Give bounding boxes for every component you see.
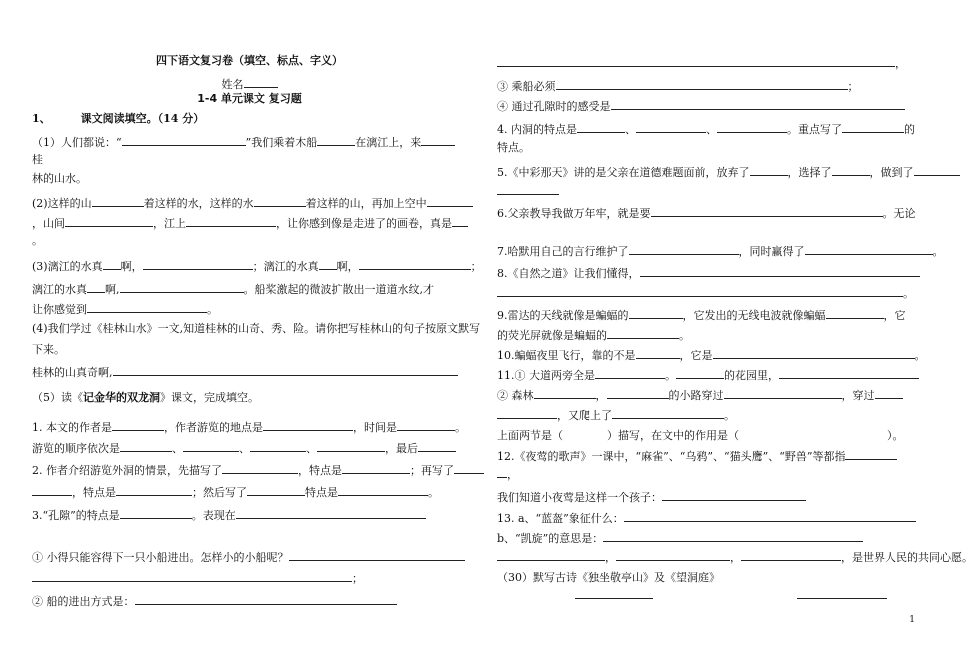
- blank[interactable]: [122, 134, 246, 146]
- right-line-7: 6.父亲教导我做万年牢，就是要 。无论: [497, 207, 916, 220]
- question-7-line-2: ，特点是 ；然后写了 特点是 。: [32, 484, 439, 500]
- blank[interactable]: [845, 448, 897, 460]
- blank[interactable]: [750, 164, 788, 176]
- question-2-line-1: (2)这样的山 着这样的水，这样的水 着这样的山，再加上空中: [32, 195, 473, 211]
- name-line: [32, 76, 467, 92]
- blank[interactable]: [103, 258, 121, 270]
- blank[interactable]: [342, 462, 410, 474]
- blank[interactable]: [263, 419, 353, 431]
- blank[interactable]: [222, 462, 298, 474]
- blank[interactable]: [717, 121, 787, 133]
- question-4-line-2: 下来。: [32, 343, 65, 356]
- right-line-19: ，: [497, 466, 518, 482]
- blank[interactable]: [713, 347, 915, 359]
- question-2-line-3: 。: [32, 234, 43, 247]
- question-3-line-1: (3)漓江的水真 啊， ；漓江的水真 啊， ；: [32, 260, 482, 273]
- blank[interactable]: [616, 549, 730, 561]
- blank[interactable]: [359, 258, 471, 270]
- blank[interactable]: [247, 484, 305, 496]
- blank[interactable]: [317, 440, 385, 452]
- right-line-15: ② 森林 ， 的小路穿过 ，穿过: [497, 387, 903, 403]
- blank[interactable]: [676, 367, 724, 379]
- right-line-13: 10.蝙蝠夜里飞行，靠的不是 ，它是 。: [497, 349, 926, 362]
- blank[interactable]: [236, 507, 426, 519]
- blank[interactable]: [534, 387, 596, 399]
- blank[interactable]: [113, 364, 458, 376]
- right-line-21: 13. a、“蓝盔”象征什么：: [497, 510, 916, 526]
- right-line-5: 5.《中彩那天》讲的是父亲在道德难题面前，放弃了 ，选择了 ，做到了: [497, 164, 960, 180]
- right-line-6: [497, 183, 559, 199]
- section-1-heading: [32, 112, 204, 126]
- right-line-23: ， ， ，是世界人民的共同心愿。: [497, 549, 973, 565]
- page-title: 四下语文复习卷（填空、标点、字义）: [156, 54, 343, 67]
- question-7-line-1: 2. 作者介绍游览外洞的情景，先描写了 ，特点是 ；再写了: [32, 462, 484, 478]
- right-line-2: ④ 通过孔隙时的感受是: [497, 98, 905, 114]
- blank[interactable]: [452, 215, 468, 227]
- right-line-3: 4. 内洞的特点是 、 、 。重点写了 的: [497, 123, 915, 136]
- question-6-line-2: 游览的顺序依次是 、 、 、 ，最后: [32, 440, 456, 456]
- name-blank[interactable]: [244, 76, 278, 88]
- right-line-24: （30）默写古诗《独坐敬亭山》及《望洞庭》: [497, 571, 720, 584]
- blank[interactable]: [120, 440, 172, 452]
- question-4-line-3: 桂林的山真奇啊,: [32, 364, 458, 380]
- question-4-line-1: (4)我们学过《桂林山水》一文,知道桂林的山奇、秀、险。请你把写桂林山的句子按原文默写: [32, 322, 481, 335]
- blank[interactable]: [87, 301, 207, 313]
- blank[interactable]: [418, 440, 456, 452]
- blank[interactable]: [607, 387, 669, 399]
- right-line-22: b、“凯旋”的意思是：: [497, 530, 863, 546]
- blank[interactable]: [497, 466, 507, 478]
- question-3-line-2: 漓江的水真 啊, 。船桨激起的微波扩散出一道道水纹,才: [32, 283, 434, 296]
- right-line-20: 我们知道小夜莺是这样一个孩子：: [497, 489, 806, 505]
- blank[interactable]: [497, 549, 605, 561]
- blank[interactable]: [842, 121, 904, 133]
- blank[interactable]: [497, 183, 559, 195]
- blank[interactable]: [636, 121, 706, 133]
- blank[interactable]: [186, 215, 276, 227]
- poem-title-blank-2[interactable]: [797, 598, 887, 599]
- question-2-line-2: ，山间 ，江上 ，让你感到像是走进了的画卷，真是: [32, 215, 468, 231]
- question-5-heading: （5）读《记金华的双龙洞》课文，完成填空。: [32, 391, 259, 404]
- blank[interactable]: [640, 265, 920, 277]
- page-number: 1: [909, 615, 915, 625]
- blank[interactable]: [624, 510, 916, 522]
- question-3-line-3: 让你感觉到 。: [32, 303, 218, 316]
- blank[interactable]: [556, 78, 848, 90]
- blank[interactable]: [914, 164, 960, 176]
- right-line-11: 9.雷达的天线就像是蝙蝠的 ，它发出的无线电波就像蝙蝠 ，它: [497, 309, 906, 322]
- section-title: 课文阅读填空。（14 分）: [80, 112, 205, 125]
- blank[interactable]: [662, 489, 806, 501]
- right-line-0: ，: [497, 55, 906, 71]
- blank[interactable]: [741, 549, 841, 561]
- blank[interactable]: [832, 164, 870, 176]
- section-number: 1、: [32, 112, 51, 125]
- blank[interactable]: [317, 134, 355, 146]
- blank[interactable]: [603, 530, 863, 542]
- blank[interactable]: [87, 281, 105, 293]
- blank[interactable]: [805, 243, 933, 255]
- blank[interactable]: [289, 549, 465, 561]
- right-line-1: ③ 乘船必须 ；: [497, 80, 859, 93]
- question-1-line-3: 林的山水。: [32, 172, 87, 185]
- blank[interactable]: [92, 195, 144, 207]
- question-1-line-1: （1）人们都说：“ ”我们乘着木船 在漓江上，来: [32, 134, 455, 150]
- question-9-line-1: ① 小得只能容得下一只小船进出。怎样小的小船呢？: [32, 549, 465, 565]
- question-9-line-2: ；: [32, 570, 363, 586]
- blank[interactable]: [135, 593, 397, 605]
- question-1-line-2: 桂: [32, 153, 43, 166]
- blank[interactable]: [116, 484, 192, 496]
- right-line-4: 特点。: [497, 141, 530, 154]
- blank[interactable]: [779, 367, 919, 379]
- blank[interactable]: [651, 205, 883, 217]
- blank[interactable]: [319, 258, 337, 270]
- blank[interactable]: [32, 484, 72, 496]
- blank[interactable]: [875, 387, 903, 399]
- blank[interactable]: [427, 195, 473, 207]
- question-10-line-1: ② 船的进出方式是：: [32, 593, 397, 609]
- right-line-17: 上面两节是（ ）描写，在文中的作用是（ ）。: [497, 429, 904, 442]
- right-line-16: ，又爬上了 。: [497, 407, 735, 423]
- poem-title-blank-1[interactable]: [575, 598, 653, 599]
- blank[interactable]: [454, 462, 484, 474]
- blank[interactable]: [254, 195, 306, 207]
- blank[interactable]: [120, 507, 192, 519]
- blank[interactable]: [421, 134, 455, 146]
- question-8-line-1: 3.“孔隙”的特点是 。表现在: [32, 507, 426, 523]
- right-line-12: 的荧光屏就像是蝙蝠的 。: [497, 329, 690, 342]
- blank[interactable]: [607, 327, 679, 339]
- right-line-18: 12.《夜莺的歌声》一课中，“麻雀”、“乌鸦”、“猫头鹰”、“野兽”等都指: [497, 448, 897, 464]
- blank[interactable]: [577, 121, 625, 133]
- blank[interactable]: [338, 484, 428, 496]
- unit-title: 1-4 单元课文 复习题: [197, 92, 302, 105]
- right-line-8: 7.哈默用自己的言行维护了 ，同时赢得了 。: [497, 245, 944, 258]
- blank[interactable]: [629, 243, 739, 255]
- blank[interactable]: [497, 285, 903, 297]
- blank[interactable]: [629, 307, 683, 319]
- blank[interactable]: [636, 347, 680, 359]
- blank[interactable]: [120, 281, 244, 293]
- blank[interactable]: [826, 307, 884, 319]
- blank[interactable]: [497, 407, 557, 419]
- blank[interactable]: [143, 258, 253, 270]
- blank[interactable]: [65, 215, 153, 227]
- blank[interactable]: [611, 98, 905, 110]
- blank[interactable]: [32, 570, 352, 582]
- right-line-9: 8.《自然之道》让我们懂得，: [497, 265, 920, 281]
- blank[interactable]: [112, 419, 164, 431]
- blank[interactable]: [724, 387, 842, 399]
- blank[interactable]: [595, 367, 665, 379]
- blank[interactable]: [612, 407, 724, 419]
- blank[interactable]: [183, 440, 239, 452]
- name-label: 姓名: [221, 78, 244, 91]
- blank[interactable]: [497, 55, 895, 67]
- right-line-14: 11.① 大道两旁全是 。 的花园里，: [497, 367, 919, 383]
- blank[interactable]: [250, 440, 306, 452]
- blank[interactable]: [397, 419, 455, 431]
- question-6-line-1: 1. 本文的作者是 ，作者游览的地点是 ，时间是 。: [32, 421, 466, 434]
- right-line-10: 。: [497, 285, 914, 301]
